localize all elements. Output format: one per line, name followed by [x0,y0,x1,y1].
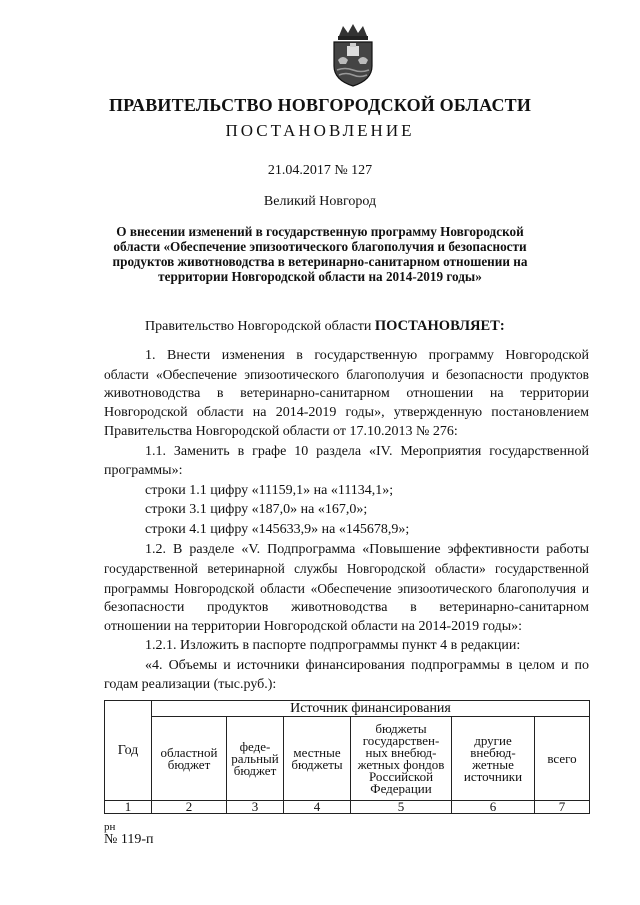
column-number: 7 [535,801,590,814]
header-total: всего [535,717,590,801]
header-regional-budget: областной бюджет [152,717,227,801]
body-line: 1.1. Заменить в графе 10 раздела «IV. Мероприятия государственной [145,444,589,459]
subject-line: О внесении изменений в государственную программу Новгородской [116,224,524,239]
preamble [145,317,505,336]
subject-line: продуктов животноводства в ветеринарно-санитарном отношении на [112,254,528,269]
header-other-sources: другие внебюд-жетные источники [452,717,535,801]
body-line: 1.2. В разделе «V. Подпрограмма «Повышение эффективности работы [145,542,589,557]
header-extrabudgetary-funds: бюджеты государствен-ных внебюд-жетных фондов Российской Федерации [351,717,452,801]
body-line: 1. Внести изменения в государственную программу Новгородской [145,348,589,363]
header-local-budgets: местные бюджеты [284,717,351,801]
header-year: Год [105,701,152,801]
subject-line: области «Обеспечение эпизоотического благополучия и безопасности [113,239,527,254]
coat-of-arms-icon [325,22,381,88]
subject-line: территории Новгородской области на 2014-2019 годы» [158,269,482,284]
body-line: отношении на территории Новгородской области на 2014-2019 годы»: [104,619,523,634]
footer-initials: рн [104,821,116,833]
document-subject [110,224,530,284]
document-type: ПОСТАНОВЛЕНИЕ [225,121,415,140]
body-line: программы»: [104,463,183,478]
body-line: животноводства в ветеринарно-санитарном отношении на территории [104,386,589,401]
body-line: строки 1.1 цифру «11159,1» на «11134,1»; [145,483,394,498]
body-line: 1.2.1. Изложить в паспорте подпрограммы пункт 4 в редакции: [145,638,521,653]
column-number: 6 [452,801,535,814]
column-number: 3 [227,801,284,814]
header-source-group: Источник финансирования [152,701,590,717]
document-city: Великий Новгород [263,194,377,209]
preamble-text: Правительство Новгородской области [145,319,375,334]
column-number: 2 [152,801,227,814]
body-line: «4. Объемы и источники финансирования подпрограммы в целом и по [145,658,589,673]
body-line: области «Обеспечение эпизоотического благополучия и безопасности продуктов [104,367,589,382]
header-federal-budget: феде-ральный бюджет [227,717,284,801]
column-number: 1 [105,801,152,814]
government-title: ПРАВИТЕЛЬСТВО НОВГОРОДСКОЙ ОБЛАСТИ [108,95,532,115]
financing-table [104,700,590,814]
body-line: годам реализации (тыс.руб.): [104,677,277,692]
column-number: 5 [351,801,452,814]
body-line: Правительства Новгородской области от 17.10.2013 № 276: [104,424,458,439]
column-number: 4 [284,801,351,814]
body-line: программы Новгородской области «Обеспечение эпизоотического благополучия и [104,581,589,596]
body-line: безопасности продуктов животноводства в ветеринарно-санитарном [104,600,589,615]
preamble-decision: ПОСТАНОВЛЯЕТ: [374,318,505,334]
document-date-number: 21.04.2017 № 127 [267,163,373,178]
body-line: строки 4.1 цифру «145633,9» на «145678,9»; [145,522,410,537]
footer-doc-number: № 119-п [104,832,154,847]
body-line: Новгородской области на 2014-2019 годы», утвержденную постановлением [104,405,589,420]
body-line: строки 3.1 цифру «187,0» на «167,0»; [145,502,368,517]
body-line: государственной ветеринарной службы Новгородской области» государственной [104,561,589,576]
